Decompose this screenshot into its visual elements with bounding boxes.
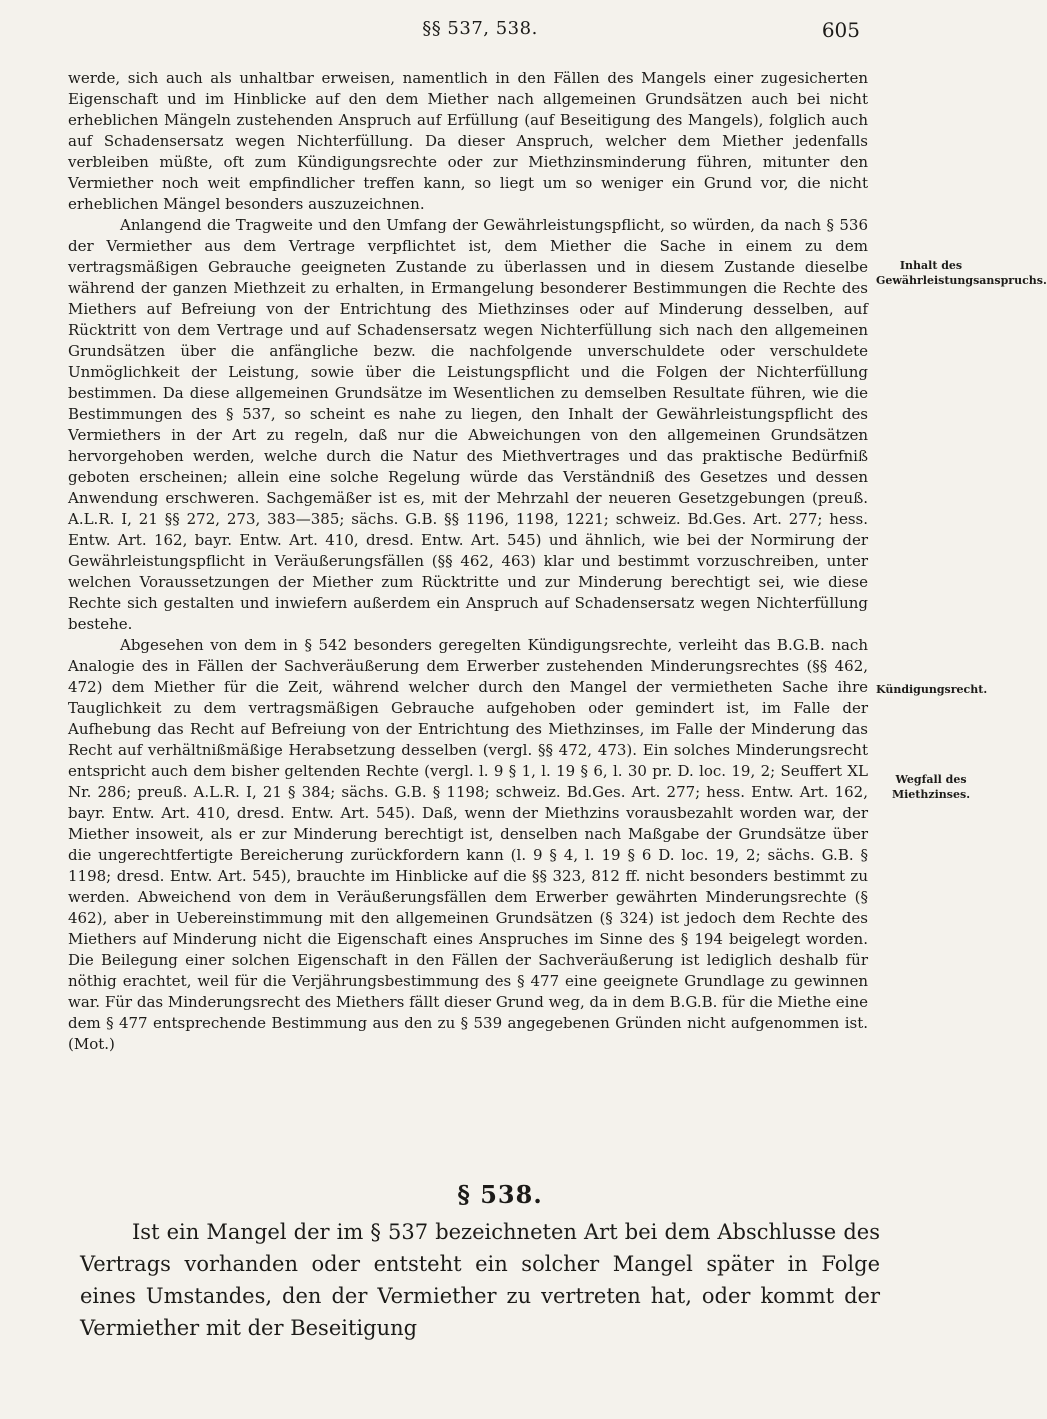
section-heading: § 538.: [457, 1180, 543, 1209]
paragraph: Anlangend die Tragweite und den Umfang der Gewährleistungspflicht, so würden, da nach § 536 der Vermiether aus dem Vertrage verpflichtet ist, dem Miether die Sache in einem zu dem vertragsmäßigen Gebrauche geeigneten Zustande zu überlassen und in diesem Zustande dieselbe während der ganzen Miethzeit zu erhalten, in Ermangelung besonderer Bestimmungen die Rechte des Miethers auf Befreiung von der Entrichtung des Miethzinses oder auf Minderung desselben, auf Rücktritt von dem Vertrage und auf Schadensersatz wegen Nichterfüllung sich nach den allgemeinen Grundsätzen über die anfängliche bezw. die nachfolgende unverschuldete oder verschuldete Unmöglichkeit der Leistung, sowie über die Leistungspflicht und die Folgen der Nichterfüllung bestimmen. Da diese allgemeinen Grundsätze im Wesentlichen zu demselben Resultate führen, wie die Bestimmungen des § 537, so scheint es nahe zu liegen, den Inhalt der Gewährleistungspflicht des Vermiethers in der Art zu regeln, daß nur die Abweichungen von den allgemeinen Grundsätzen hervorgehoben werden, welche durch die Natur des Miethvertrages und das praktische Bedürfniß geboten erscheinen; allein eine solche Regelung würde das Verständniß des Gesetzes und dessen Anwendung erschweren. Sachgemäßer ist es, mit der Mehrzahl der neueren Gesetzgebungen (preuß. A.L.R. I, 21 §§ 272, 273, 383—385; sächs. G.B. §§ 1196, 1198, 1221; schweiz. Bd.Ges. Art. 277; hess. Entw. Art. 162, bayr. Entw. Art. 410, dresd. Entw. Art. 545) und ähnlich, wie bei der Normirung der Gewährleistungspflicht in Veräußerungsfällen (§§ 462, 463) klar und bestimmt vorzuschreiben, unter welchen Voraussetzungen der Miether zum Rücktritte und zur Minderung berechtigt sei, wie diese Rechte sich gestalten und inwiefern außerdem ein Anspruch auf Schadensersatz wegen Nichterfüllung bestehe.: [68, 216, 868, 633]
paragraph: Abgesehen von dem in § 542 besonders geregelten Kündigungsrechte, verleiht das B.G.B. nach Analogie des in Fällen der Sachveräußerung dem Erwerber zustehenden Minderungsrechtes (§§ 462, 472) dem Miether für die Zeit, während welcher durch den Mangel der vermietheten Sache ihre Tauglichkeit zu dem vertragsmäßigen Gebrauche aufgehoben oder gemindert ist, im Falle der Aufhebung das Recht auf Befreiung von der Entrichtung des Miethzinses, im Falle der Minderung das Recht auf verhältnißmäßige Herabsetzung desselben (vergl. §§ 472, 473). Ein solches Minderungsrecht entspricht auch dem bisher geltenden Rechte (vergl. l. 9 § 1, l. 19 § 6, l. 30 pr. D. loc. 19, 2; Seuffert XL Nr. 286; preuß. A.L.R. I, 21 § 384; sächs. G.B. § 1198; schweiz. Bd.Ges. Art. 277; hess. Entw. Art. 162, bayr. Entw. Art. 410, dresd. Entw. Art. 545). Daß, wenn der Miethzins vorausbezahlt worden war, der Miether insoweit, als er zur Minderung berechtigt ist, denselben nach Maßgabe der Grundsätze über die ungerechtfertigte Bereicherung zurückfordern kann (l. 9 § 4, l. 19 § 6 D. loc. 19, 2; sächs. G.B. § 1198; dresd. Entw. Art. 545), brauchte im Hinblicke auf die §§ 323, 812 ff. nicht besonders bestimmt zu werden. Abweichend von dem in Veräußerungsfällen dem Erwerber gewährten Minderungsrechte (§ 462), aber in Uebereinstimmung mit den allgemeinen Grundsätzen (§ 324) ist jedoch dem Rechte des Miethers auf Minderung nicht die Eigenschaft eines Anspruches im Sinne des § 194 beigelegt worden. Die Beilegung einer solchen Eigenschaft in den Fällen der Sachveräußerung ist lediglich deshalb für nöthig erachtet, weil für die Verjährungsbestimmung des § 477 eine geeignete Grundlage zu gewinnen war. Für das Minderungsrecht des Miethers fällt dieser Grund weg, da in dem B.G.B. für die Miethe eine dem § 477 entsprechende Bestimmung aus den zu § 539 angegebenen Gründen nicht aufgenommen ist. (Mot.): [68, 636, 868, 1053]
page-number: 605: [821, 18, 860, 42]
margin-note: Inhalt des Gewährleistungsanspruchs.: [876, 259, 1047, 287]
law-text: Ist ein Mangel der im § 537 bezeichneten Art bei dem Abschlusse des Vertrags vorhanden oder entsteht ein solcher Mangel später in Folge eines Umstandes, den der Vermiether zu vertreten hat, oder kommt der Vermiether mit der Beseitigung: [80, 1220, 880, 1340]
section-reference: §§ 537, 538.: [422, 18, 538, 39]
margin-note: Kündigungsrecht.: [876, 683, 988, 696]
paragraph: werde, sich auch als unhaltbar erweisen, namentlich in den Fällen des Mangels einer zugesicherten Eigenschaft und im Hinblicke auf den dem Miether nach allgemeinen Grundsätzen auch bei nicht erheblichen Mängeln zustehenden Anspruch auf Erfüllung (auf Beseitigung des Mangels), folglich auch auf Schadensersatz wegen Nichterfüllung. Da dieser Anspruch, welcher dem Miether jedenfalls verbleiben müßte, oft zum Kündigungsrechte oder zur Miethzinsminderung führen, mitunter den Vermiether noch weit empfindlicher treffen kann, so liegt um so weniger ein Grund vor, die nicht erheblichen Mängel besonders auszuzeichnen.: [68, 69, 868, 213]
commentary-text: [68, 68, 868, 1055]
page-header: [0, 18, 1000, 48]
margin-note: Wegfall des Miethzinses.: [891, 773, 971, 801]
